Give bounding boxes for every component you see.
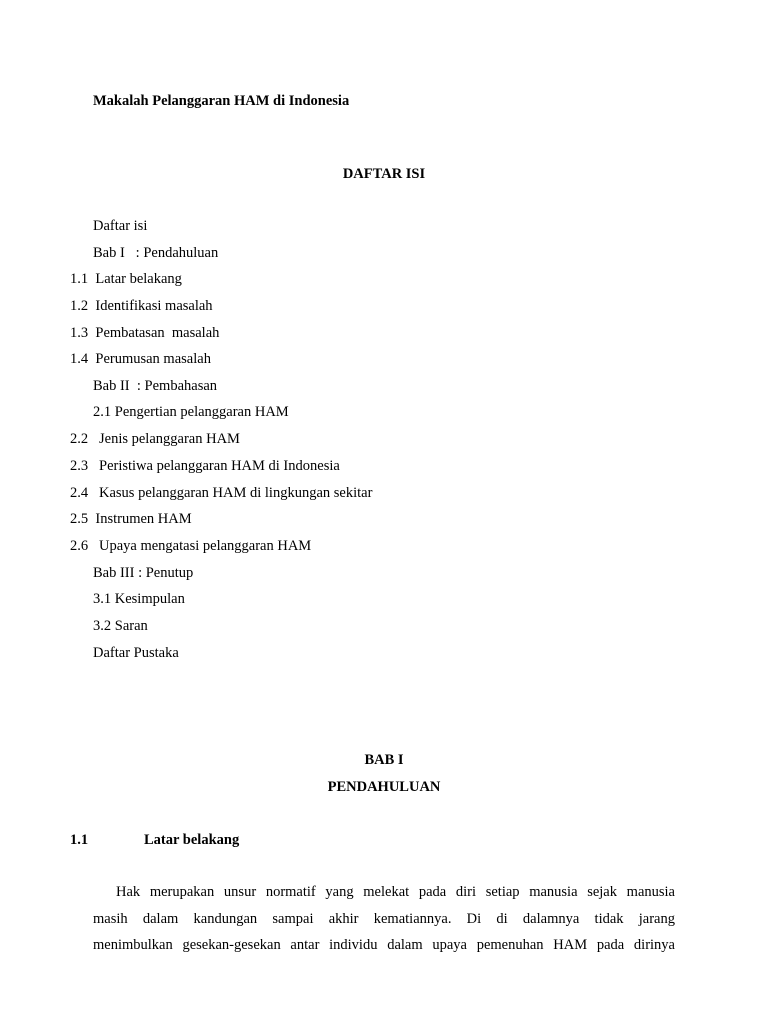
- toc-item-1-4: 1.4 Perumusan masalah: [70, 351, 211, 367]
- paragraph-line: menimbulkan gesekan-gesekan antar individu dalam upaya pemenuhan HAM pada dirinya: [93, 937, 675, 953]
- toc-item-bab-2: Bab II : Pembahasan: [93, 378, 218, 394]
- toc-item-bab-3: Bab III : Penutup: [93, 565, 194, 581]
- toc-item-2-6: 2.6 Upaya mengatasi pelanggaran HAM: [70, 538, 312, 554]
- toc-item-2-4: 2.4 Kasus pelanggaran HAM di lingkungan sekitar: [70, 485, 373, 501]
- chapter-title: PENDAHULUAN: [327, 779, 441, 795]
- toc-item-daftar-pustaka: Daftar Pustaka: [93, 645, 179, 661]
- section-number: 1.1: [70, 832, 89, 848]
- toc-item-1-3: 1.3 Pembatasan masalah: [70, 325, 220, 341]
- toc-item-3-1: 3.1 Kesimpulan: [93, 591, 185, 607]
- toc-item-2-5: 2.5 Instrumen HAM: [70, 511, 192, 527]
- body-paragraph: [93, 879, 675, 959]
- toc-item-2-2: 2.2 Jenis pelanggaran HAM: [70, 431, 240, 447]
- section-title: Latar belakang: [144, 832, 240, 848]
- chapter-label: BAB I: [364, 752, 404, 768]
- toc-item-2-3: 2.3 Peristiwa pelanggaran HAM di Indonesia: [70, 458, 340, 474]
- toc-item-1-1: 1.1 Latar belakang: [70, 271, 182, 287]
- document-title: Makalah Pelanggaran HAM di Indonesia: [93, 93, 350, 109]
- toc-item-bab-1: Bab I : Pendahuluan: [93, 245, 219, 261]
- toc-heading: DAFTAR ISI: [342, 166, 426, 182]
- toc-item-2-1: 2.1 Pengertian pelanggaran HAM: [93, 404, 289, 420]
- toc-item-3-2: 3.2 Saran: [93, 618, 148, 634]
- toc-item-1-2: 1.2 Identifikasi masalah: [70, 298, 213, 314]
- toc-item-daftar-isi: Daftar isi: [93, 218, 148, 234]
- paragraph-line: masih dalam kandungan sampai akhir kematiannya. Di di dalamnya tidak jarang: [93, 910, 675, 927]
- paragraph-line: Hak merupakan unsur normatif yang melekat pada diri setiap manusia sejak manusia: [116, 884, 675, 900]
